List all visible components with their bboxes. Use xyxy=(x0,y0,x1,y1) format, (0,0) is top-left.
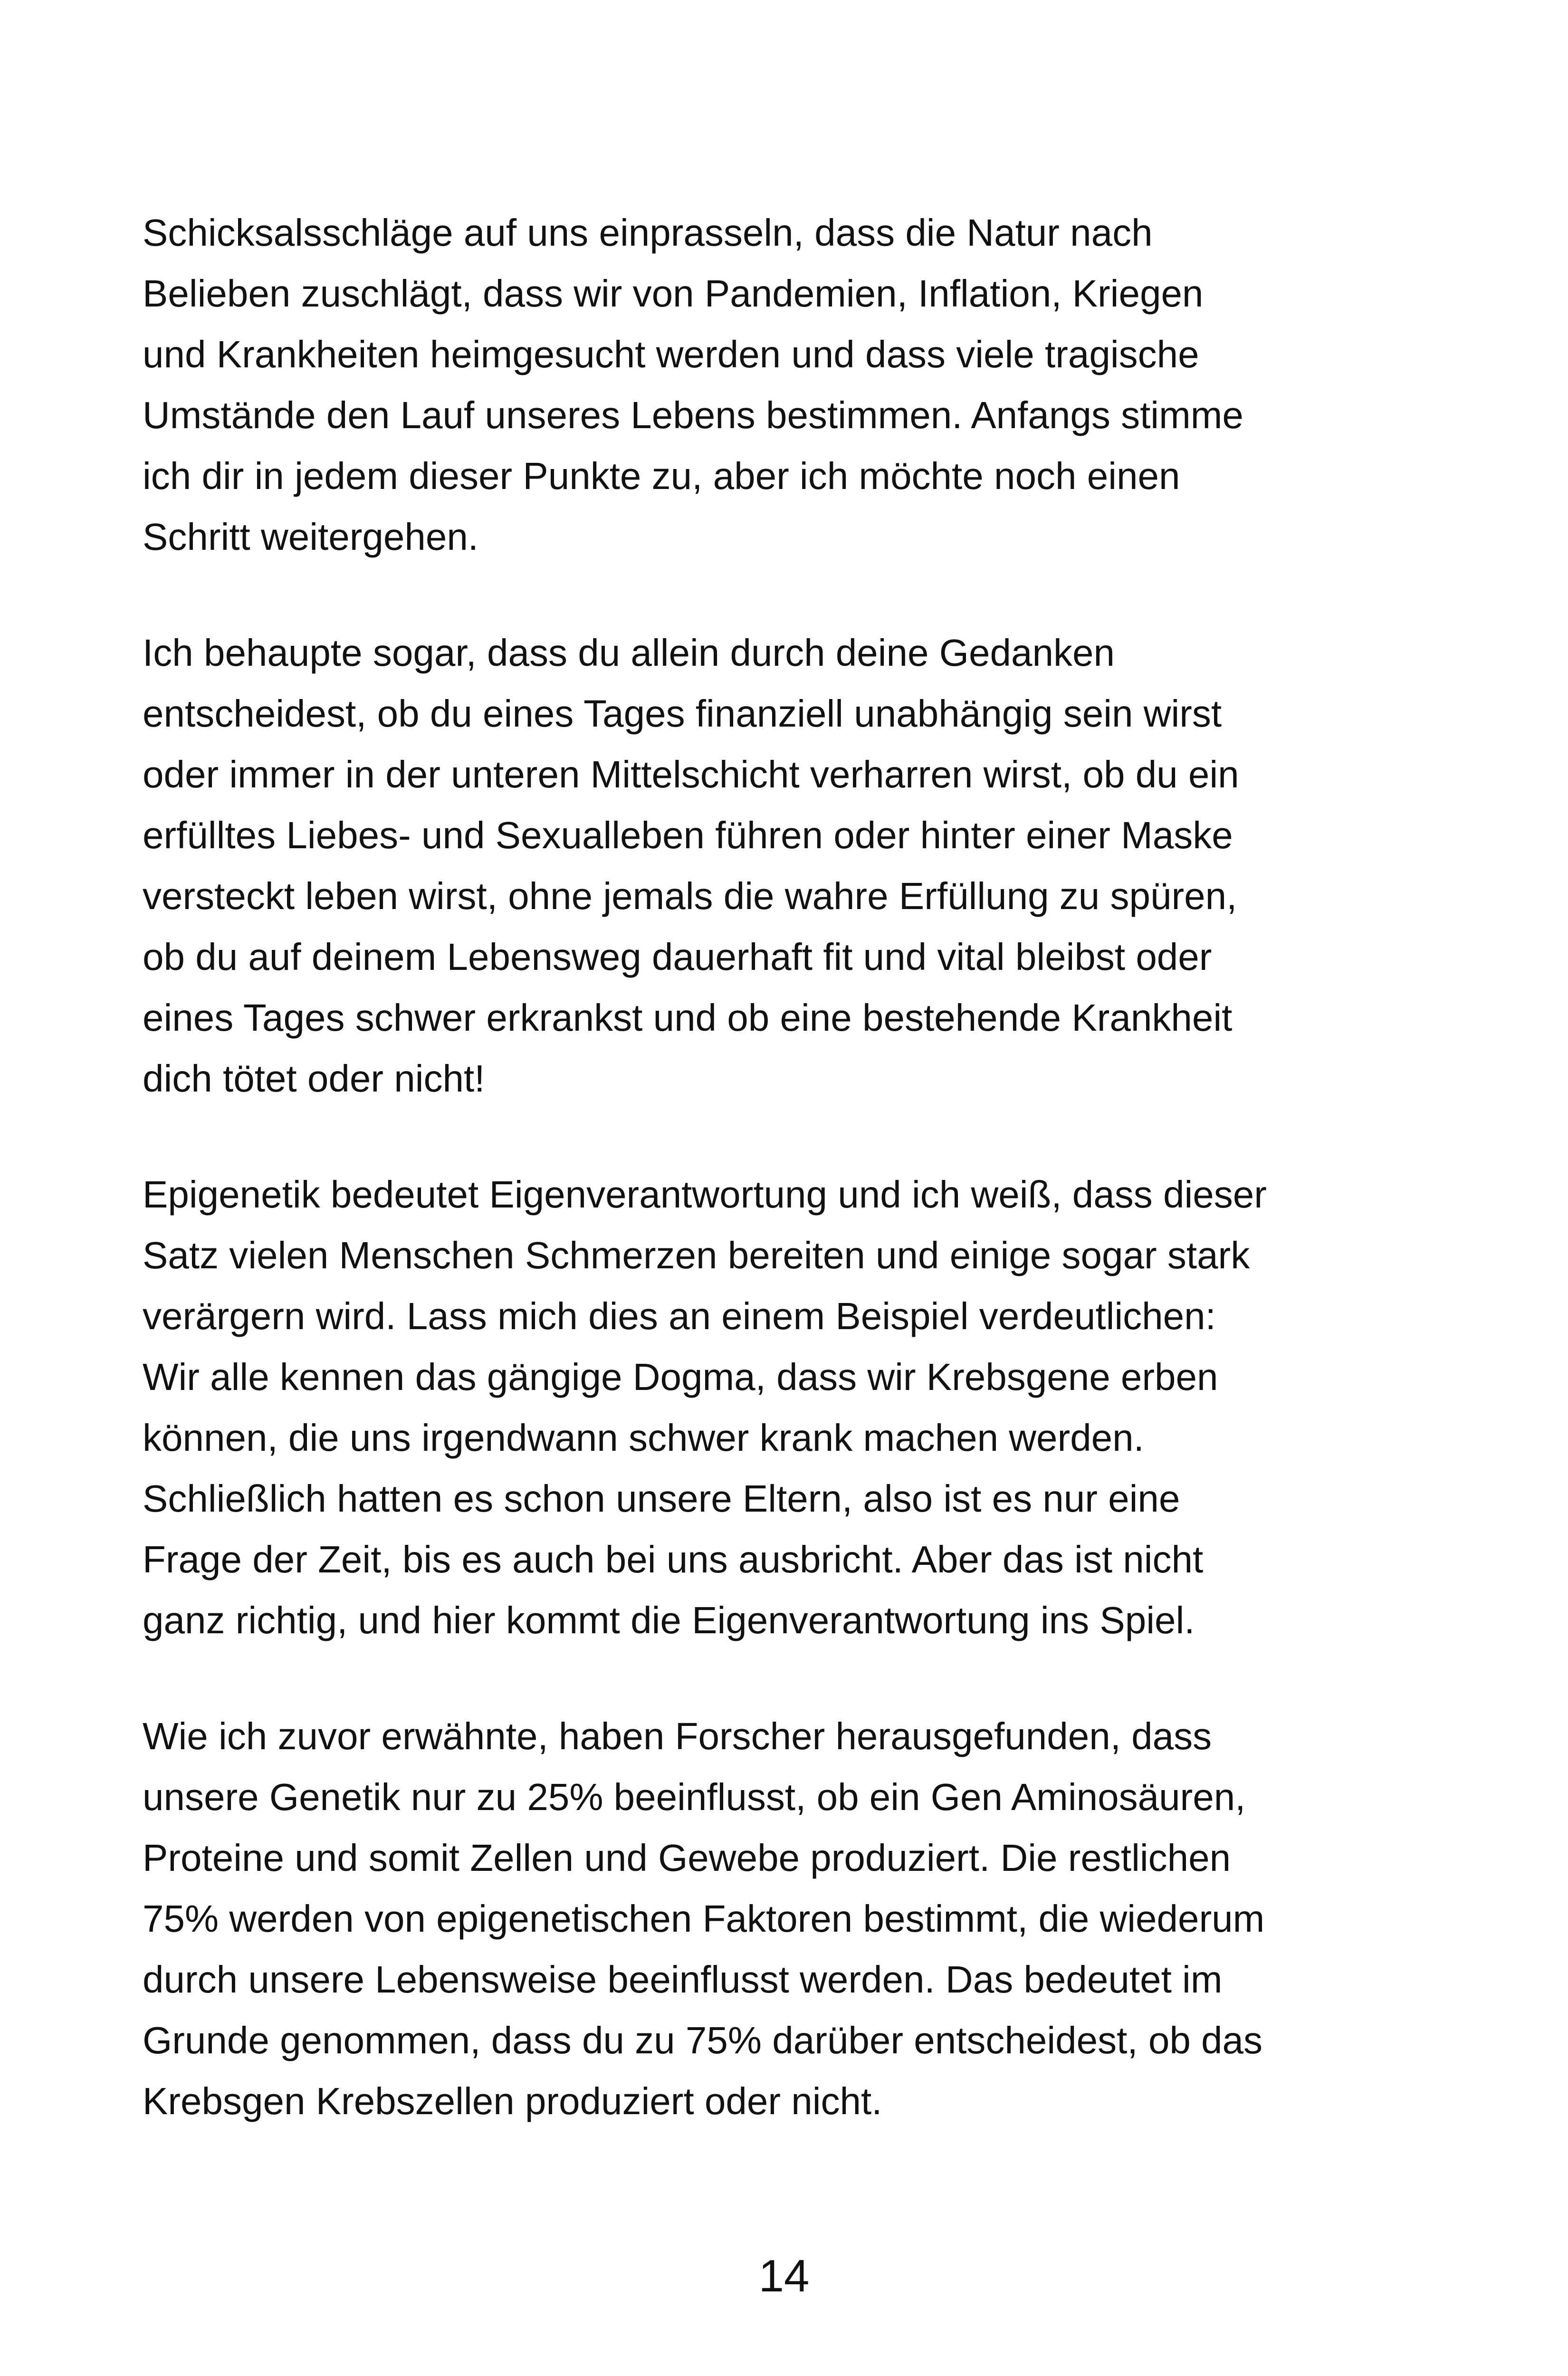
paragraph-4 xyxy=(143,1706,1359,2132)
text-line: Proteine und somit Zellen und Gewebe produziert. Die restlichen xyxy=(143,1837,1231,1879)
text-line: oder immer in der unteren Mittelschicht verharren wirst, ob du ein xyxy=(143,753,1239,795)
text-line: 75% werden von epigenetischen Faktoren bestimmt, die wiederum xyxy=(143,1897,1265,1940)
text-line: ich dir in jedem dieser Punkte zu, aber ich möchte noch einen xyxy=(143,455,1180,497)
text-line: Frage der Zeit, bis es auch bei uns ausbricht. Aber das ist nicht xyxy=(143,1538,1204,1581)
text-line: Belieben zuschlägt, dass wir von Pandemien, Inflation, Kriegen xyxy=(143,272,1204,315)
text-line: Schritt weitergehen. xyxy=(143,516,479,558)
text-line: ganz richtig, und hier kommt die Eigenverantwortung ins Spiel. xyxy=(143,1599,1195,1641)
text-line: eines Tages schwer erkrankst und ob eine bestehende Krankheit xyxy=(143,996,1233,1039)
text-line: Wie ich zuvor erwähnte, haben Forscher herausgefunden, dass xyxy=(143,1715,1212,1757)
paragraph-2 xyxy=(143,623,1359,1109)
text-line: erfülltes Liebes- und Sexualleben führen oder hinter einer Maske xyxy=(143,814,1233,856)
paragraph-1 xyxy=(143,202,1359,567)
paragraph-3 xyxy=(143,1164,1359,1651)
text-line: durch unsere Lebensweise beeinflusst werden. Das bedeutet im xyxy=(143,1958,1223,2001)
text-line: Schließlich hatten es schon unsere Eltern, also ist es nur eine xyxy=(143,1477,1180,1520)
text-line: können, die uns irgendwann schwer krank machen werden. xyxy=(143,1417,1144,1459)
text-line: unsere Genetik nur zu 25% beeinflusst, ob ein Gen Aminosäuren, xyxy=(143,1776,1246,1818)
text-line: dich tötet oder nicht! xyxy=(143,1057,485,1100)
text-line: ob du auf deinem Lebensweg dauerhaft fit und vital bleibst oder xyxy=(143,936,1212,978)
text-line: Umstände den Lauf unseres Lebens bestimmen. Anfangs stimme xyxy=(143,394,1243,436)
text-line: Grunde genommen, dass du zu 75% darüber entscheidest, ob das xyxy=(143,2019,1263,2061)
text-line: und Krankheiten heimgesucht werden und dass viele tragische xyxy=(143,333,1199,375)
text-line: entscheidest, ob du eines Tages finanziell unabhängig sein wirst xyxy=(143,692,1222,735)
page-number: 14 xyxy=(758,2251,810,2301)
text-line: Wir alle kennen das gängige Dogma, dass wir Krebsgene erben xyxy=(143,1356,1218,1398)
text-line: Epigenetik bedeutet Eigenverantwortung und ich weiß, dass dieser xyxy=(143,1173,1267,1216)
text-line: verärgern wird. Lass mich dies an einem Beispiel verdeutlichen: xyxy=(143,1295,1216,1337)
text-line: versteckt leben wirst, ohne jemals die wahre Erfüllung zu spüren, xyxy=(143,875,1237,917)
text-line: Satz vielen Menschen Schmerzen bereiten und einige sogar stark xyxy=(143,1234,1250,1276)
text-line: Krebsgen Krebszellen produziert oder nicht. xyxy=(143,2080,882,2122)
text-line: Ich behaupte sogar, dass du allein durch deine Gedanken xyxy=(143,632,1115,674)
text-line: Schicksalsschläge auf uns einprasseln, dass die Natur nach xyxy=(143,211,1153,254)
